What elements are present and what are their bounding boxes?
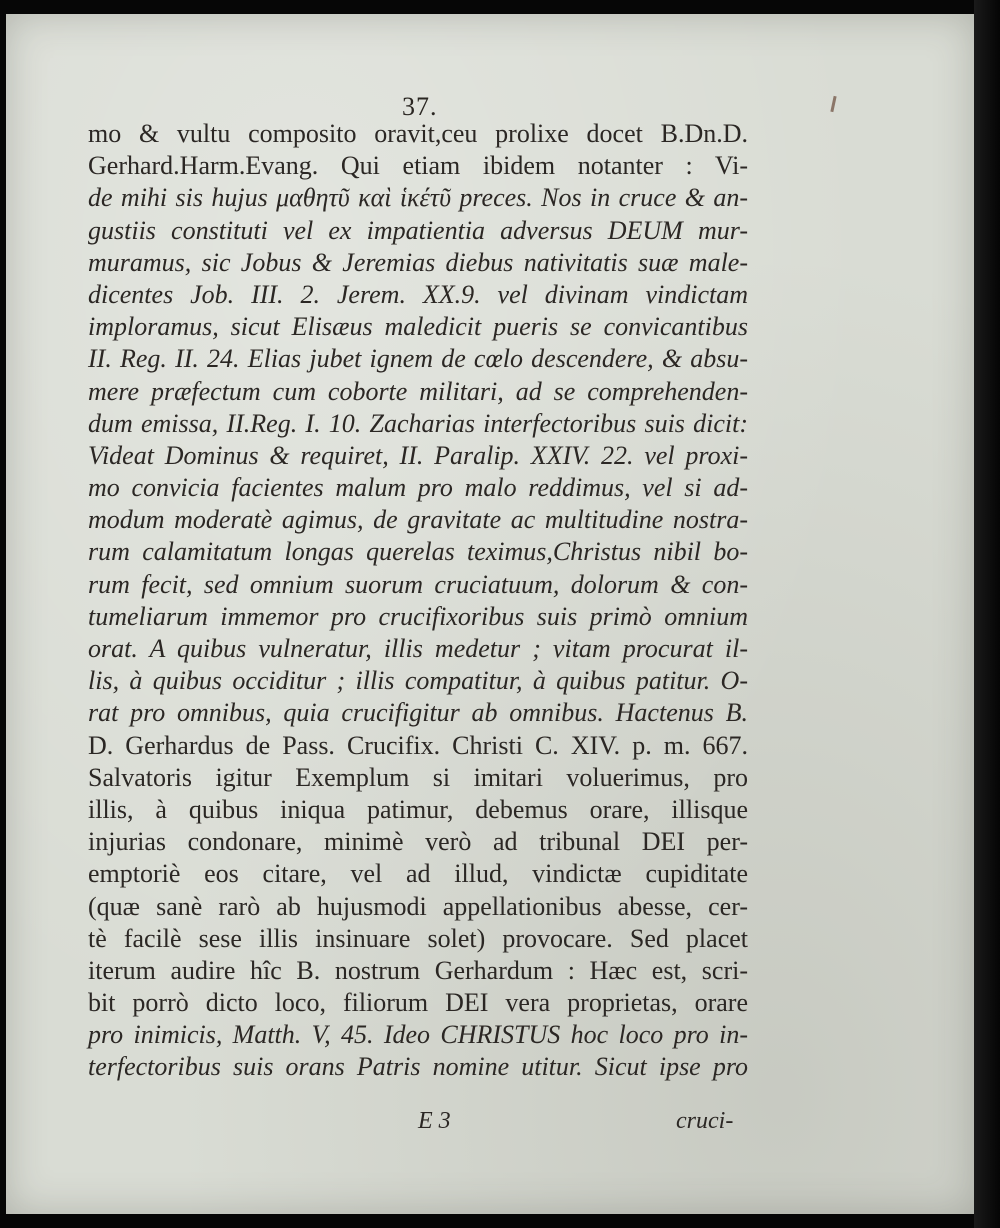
catchword: cruci- (676, 1108, 734, 1134)
text-line: rat pro omnibus, quia crucifigitur ab omnibus. Hactenus B. (88, 698, 748, 728)
pencil-mark (830, 96, 836, 112)
text-line: Salvatoris igitur Exemplum si imitari voluerimus, pro (88, 762, 748, 792)
text-line: II. Reg. II. 24. Elias jubet ignem de cœlo descendere, & absu- (88, 344, 748, 374)
text-line: lis, à quibus occiditur ; illis compatitur, à quibus patitur. O- (88, 666, 748, 696)
text-line: illis, à quibus iniqua patimur, debemus orare, illisque (88, 794, 748, 824)
text-line: gustiis constituti vel ex impatientia adversus DEUM mur- (88, 215, 748, 245)
text-line: injurias condonare, minimè verò ad tribunal DEI per- (88, 827, 748, 857)
body-text (88, 118, 748, 1084)
text-line: muramus, sic Jobus & Jeremias diebus nativitatis suæ male- (88, 247, 748, 277)
text-line: dicentes Job. III. 2. Jerem. XX.9. vel divinam vindictam (88, 279, 748, 309)
text-line: mo convicia facientes malum pro malo reddimus, vel si ad- (88, 473, 748, 503)
scan-edge (974, 0, 1000, 1228)
page-number: 37. (402, 92, 438, 121)
text-line: mere præfectum cum coborte militari, ad se comprehenden- (88, 376, 748, 406)
text-line: bit porrò dicto loco, filiorum DEI vera proprietas, orare (88, 988, 748, 1018)
text-line: tumeliarum immemor pro crucifixoribus suis primò omnium (88, 601, 748, 631)
signature-mark: E 3 (418, 1108, 451, 1134)
text-line: emptoriè eos citare, vel ad illud, vindictæ cupiditate (88, 859, 748, 889)
text-line: (quæ sanè rarò ab hujusmodi appellationibus abesse, cer- (88, 891, 748, 921)
text-line: rum fecit, sed omnium suorum cruciatuum, dolorum & con- (88, 569, 748, 599)
text-line: orat. A quibus vulneratur, illis medetur ; vitam procurat il- (88, 634, 748, 663)
text-line: de mihi sis hujus μαθητῦ καὶ ἱκέτῦ preces. Nos in cruce & an- (88, 183, 748, 213)
text-line: mo & vultu composito oravit,ceu prolixe docet B.Dn.D. (88, 119, 748, 148)
text-line: tè facilè sese illis insinuare solet) provocare. Sed placet (88, 923, 748, 953)
text-line: pro inimicis, Matth. V, 45. Ideo CHRISTUS hoc loco pro in- (88, 1020, 748, 1050)
text-line: dum emissa, II.Reg. I. 10. Zacharias interfectoribus suis dicit: (88, 408, 748, 438)
text-line: Gerhard.Harm.Evang. Qui etiam ibidem notanter : Vi- (88, 151, 748, 181)
text-line: D. Gerhardus de Pass. Crucifix. Christi C. XIV. p. m. 667. (88, 730, 748, 760)
text-line: Videat Dominus & requiret, II. Paralip. XXIV. 22. vel proxi- (88, 440, 748, 470)
text-line: rum calamitatum longas querelas teximus,Christus nibil bo- (88, 537, 748, 567)
text-line: imploramus, sicut Elisæus maledicit pueris se convicantibus (88, 312, 748, 342)
text-line: modum moderatè agimus, de gravitate ac multitudine nostra- (88, 505, 748, 535)
text-line: iterum audire hîc B. nostrum Gerhardum : Hæc est, scri- (88, 955, 748, 985)
text-line: terfectoribus suis orans Patris nomine utitur. Sicut ipse pro (88, 1052, 748, 1082)
